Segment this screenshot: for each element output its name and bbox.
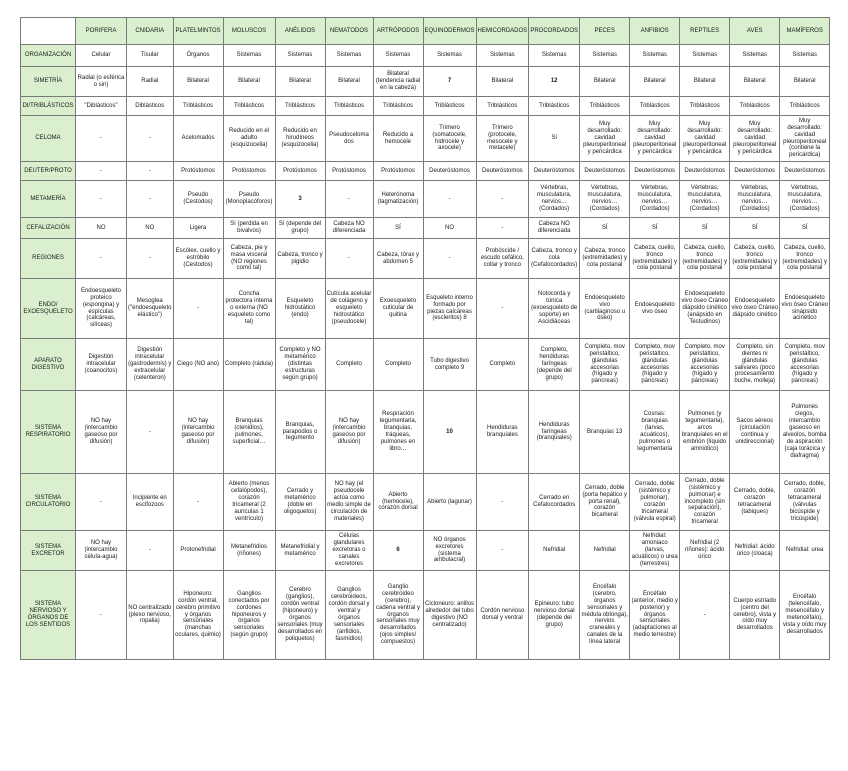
table-row (21, 391, 830, 474)
table-cell: Cabeza, cuello, tronco (extremidades) y cola postanal (780, 239, 830, 279)
table-row (21, 474, 830, 531)
row-header: CEFALIZACIÓN (21, 218, 76, 239)
table-cell: Pseudo (Monoplacóforos) (223, 181, 275, 218)
table-cell: Radial (o esférica o sin) (76, 67, 127, 97)
table-cell: - (476, 181, 529, 218)
table-row (21, 339, 830, 391)
table-cell: Sí (perdida en bivalvos) (223, 218, 275, 239)
table-cell: Digestión intracelular (coanocitos) (76, 339, 127, 391)
table-row (21, 239, 830, 279)
table-cell: Sistemas (373, 45, 423, 67)
table-cell: Órganos (173, 45, 223, 67)
table-cell: Sistemas (423, 45, 476, 67)
table-cell: Cuerpo estriado (centro del cerebro), vista y oído muy desarrollados (730, 571, 780, 660)
table-cell: Tubo digestivo completo 9 (423, 339, 476, 391)
table-cell: Epineuro: tubo nervioso dorsal (depende del grupo) (529, 571, 580, 660)
table-cell: Tisular (127, 45, 174, 67)
row-header: SISTEMA CIRCULATORIO (21, 474, 76, 531)
table-row (21, 116, 830, 162)
table-cell: - (476, 531, 529, 571)
table-row (21, 218, 830, 239)
table-row (21, 531, 830, 571)
table-cell: Cerrado en Cefalocordados (529, 474, 580, 531)
column-header: HEMICORDADOS (476, 18, 529, 45)
table-cell: - (680, 571, 730, 660)
column-header: MOLUSCOS (223, 18, 275, 45)
table-cell: Vértebras, musculatura, nervios… (Cordados) (630, 181, 680, 218)
table-cell: Sistemas (630, 45, 680, 67)
table-cell: - (76, 162, 127, 181)
table-cell: Deuteróstomos (476, 162, 529, 181)
table-cell: Cerrado, doble (sistémico y pulmonar) e incompleto (sin separación), corazón tricameral (680, 474, 730, 531)
table-cell: Sistemas (580, 45, 630, 67)
table-cell: Bilateral (275, 67, 325, 97)
table-cell: Deuteróstomos (630, 162, 680, 181)
row-header: ENDO/ EXOESQUELETO (21, 279, 76, 339)
comparative-zoology-table (20, 17, 830, 660)
table-cell: Completo, mov peristáltico, glándulas accesorias (hígado y páncreas) (630, 339, 680, 391)
column-header: NEMATODOS (325, 18, 373, 45)
table-cell: NO centralizado (plexo nervioso, ropalia) (127, 571, 174, 660)
table-cell: 6 (373, 531, 423, 571)
table-cell: - (325, 181, 373, 218)
table-cell: Triblásticos (630, 97, 680, 116)
column-header: ARTRÓPODOS (373, 18, 423, 45)
table-cell: Deuteróstomos (423, 162, 476, 181)
table-cell: Encéfalo (telencéfalo, mesencéfalo y metencéfalo), vista y oído muy desarrollados (780, 571, 830, 660)
table-cell: SÍ (373, 218, 423, 239)
table-cell: NO hay (intercambio gaseoso por difusión) (173, 391, 223, 474)
table-cell: Respiración tegumentaria, branquias, tráqueas, pulmones en libro… (373, 391, 423, 474)
table-cell: Ligera (173, 218, 223, 239)
table-cell: Completo, mov peristáltico, glándulas accesorias (hígado y páncreas) (680, 339, 730, 391)
table-cell: Notocorda y túnica (exoesqueleto de soporte) en Ascidiáceas (529, 279, 580, 339)
table-cell: Escólex, cuello y estróbilo (Cestodos) (173, 239, 223, 279)
table-cell: Cabeza, cuello, tronco (extremidades) y cola postanal (680, 239, 730, 279)
table-cell: Diblásticos (127, 97, 174, 116)
table-cell: Mesoglea ("endoesqueleto elástico") (127, 279, 174, 339)
table-cell: SÍ (730, 218, 780, 239)
table-cell: Incipiente en escifozoos (127, 474, 174, 531)
table-cell: Encéfalo (anterior, medio y posterior) y órganos sensoriales (adaptaciones al medio terrestre) (630, 571, 680, 660)
table-cell: - (76, 116, 127, 162)
table-cell: Sistemas (325, 45, 373, 67)
table-cell: Cabeza, cuello, tronco (extremidades) y cola postanal (730, 239, 780, 279)
table-cell: Esqueleto hidrostático (endo) (275, 279, 325, 339)
table-cell: - (76, 239, 127, 279)
table-cell: Bilateral (476, 67, 529, 97)
table-cell: Cutícula acelular de colágeno y esqueleto hidrostático (pseudocele) (325, 279, 373, 339)
table-cell: - (476, 279, 529, 339)
table-cell: Triblásticos (780, 97, 830, 116)
header-row (21, 18, 830, 45)
table-cell: Muy desarrollado: cavidad pleuroperitoneal y pericárdica (580, 116, 630, 162)
table-cell: Bilateral (780, 67, 830, 97)
corner-cell (21, 18, 76, 45)
table-cell: - (173, 474, 223, 531)
table-cell: Branquias (ctenidios), pulmones, superficial… (223, 391, 275, 474)
table-cell: Cerrado, doble, corazón tetracameral (tabiques) (730, 474, 780, 531)
table-cell: SÍ (680, 218, 730, 239)
table-cell: - (476, 474, 529, 531)
table-cell: - (423, 239, 476, 279)
table-cell: Protóstomos (325, 162, 373, 181)
table-cell: Cosnas: branquias (larvas, acuáticos), pulmones o tegumentaria (630, 391, 680, 474)
table-row (21, 279, 830, 339)
table-cell: Reducido en hirudíneos (esquizocelia) (275, 116, 325, 162)
table-cell: SÍ (580, 218, 630, 239)
column-header: PROCORDADOS (529, 18, 580, 45)
column-header: PORIFERA (76, 18, 127, 45)
table-cell: Nefridial (2 riñones): ácido úrico (680, 531, 730, 571)
table-cell: 10 (423, 391, 476, 474)
table-cell: Abierto (hemocele), corazón dorsal (373, 474, 423, 531)
table-cell: Vértebras, musculatura, nervios… (Cordados) (780, 181, 830, 218)
table-cell: Cabeza, tórax y abdomen 5 (373, 239, 423, 279)
row-header: SISTEMA EXCRETOR (21, 531, 76, 571)
row-header: SISTEMA NERVIOSO Y ÓRGANOS DE LOS SENTIDOS (21, 571, 76, 660)
table-cell: Hiponeuro: cordón ventral, cerebro primitivo y órganos sensoriales (manchas oculares, quimio) (173, 571, 223, 660)
table-cell: - (423, 181, 476, 218)
table-row (21, 181, 830, 218)
table-cell: Endoesqueleto proteico (espongina) y espículas (calcáreas, silíceas) (76, 279, 127, 339)
table-cell: Trímero (somatocele, hidrocele y axocele) (423, 116, 476, 162)
row-header: ORGANIZACIÓN (21, 45, 76, 67)
table-cell: Muy desarrollado: cavidad pleuroperitoneal (contiene la pericárdica) (780, 116, 830, 162)
table-cell: Branquias 13 (580, 391, 630, 474)
table-cell: Radial (127, 67, 174, 97)
table-cell: Bilateral (173, 67, 223, 97)
table-cell: Cabeza, tronco (extremidades) y cola postanal (580, 239, 630, 279)
table-cell: Cerrado y metamérico (doble en oligoquetos) (275, 474, 325, 531)
table-cell: Células glandulares excretoras o canales excretores (325, 531, 373, 571)
table-cell: Cabeza, tronco y cola (Cefalocordados) (529, 239, 580, 279)
table-cell: Deuteróstomos (680, 162, 730, 181)
table-cell: Ganglios cerebroideos, cordón dorsal y ventral y órganos sensoriales (anfidios, fasmidios) (325, 571, 373, 660)
column-header: REPTILES (680, 18, 730, 45)
table-cell: NO órganos excretores (sistema ambulacral) (423, 531, 476, 571)
table-cell: Nefridial (580, 531, 630, 571)
table-cell: Protóstomos (223, 162, 275, 181)
table-cell: Metanefridios (riñones) (223, 531, 275, 571)
table-cell: NO hay (intercambio gaseoso por difusión) (325, 391, 373, 474)
table-cell: Probóscide / escudo cefálico, collar y tronco (476, 239, 529, 279)
table-cell: NO hay (el pseudocele actúa como medio simple de circulación de materiales) (325, 474, 373, 531)
table-cell: 3 (275, 181, 325, 218)
table-cell: SÍ (630, 218, 680, 239)
table-cell: Completo (rádula) (223, 339, 275, 391)
table-cell: NO (76, 218, 127, 239)
column-header: AVES (730, 18, 780, 45)
table-cell: Pulmones (y tegumentaria), arcos branquiales en el embrión (líquido amniótico) (680, 391, 730, 474)
table-cell: Sistemas (223, 45, 275, 67)
table-cell: Digestión intracelular (gastrodermis) y extracelular (celenteron) (127, 339, 174, 391)
table-cell: Cerebro (ganglios), cordón ventral (hiponeuro) y órganos sensoriales (muy desarrollados en poliquetos) (275, 571, 325, 660)
table-cell: Triblásticos (275, 97, 325, 116)
table-row (21, 571, 830, 660)
table-cell: Triblásticos (325, 97, 373, 116)
table-cell: - (127, 391, 174, 474)
table-cell: - (76, 474, 127, 531)
table-cell: Cerrado, doble, corazón tetracameral (válvulas bicúspide y tricúspide) (780, 474, 830, 531)
table-cell: Nefridial: ácido úrico (cloaca) (730, 531, 780, 571)
table-body (21, 45, 830, 660)
table-cell: "Diblásticos" (76, 97, 127, 116)
table-cell: Protóstomos (275, 162, 325, 181)
table-cell: Esqueleto interno formado por piezas calcáreas (escleritos) 8 (423, 279, 476, 339)
table-cell: 7 (423, 67, 476, 97)
table-cell: Trímero (protocele, mesocele y metacele) (476, 116, 529, 162)
table-cell: Nefridial: amoniaco (larvas, acuáticos) o urea (terrestres) (630, 531, 680, 571)
table-cell: SÍ (780, 218, 830, 239)
table-cell: Completo, hendiduras faríngeas (depende del grupo) (529, 339, 580, 391)
table-cell: Deuteróstomos (529, 162, 580, 181)
table-cell: Nefridial: urea (780, 531, 830, 571)
table-cell: Abierto (lagunar) (423, 474, 476, 531)
table-cell: - (173, 279, 223, 339)
table-cell: - (127, 162, 174, 181)
table-cell: Endoesqueleto vivo óseo Cráneo diápsido cinético (anápsido en Testudinos) (680, 279, 730, 339)
table-cell: - (127, 181, 174, 218)
comparative-zoology-table-wrapper (20, 17, 830, 660)
table-cell: Triblásticos (423, 97, 476, 116)
table-cell: Triblásticos (580, 97, 630, 116)
table-cell: Deuteróstomos (730, 162, 780, 181)
table-cell: Ganglio cerebroideo (cerebro), cadena ventral y órganos sensoriales muy desarrollados (ojos simples/ compuestos) (373, 571, 423, 660)
table-cell: Deuteróstomos (780, 162, 830, 181)
table-cell: Triblásticos (373, 97, 423, 116)
table-cell: Vértebras, musculatura, nervios… (Cordados) (529, 181, 580, 218)
row-header: SISTEMA RESPIRATORIO (21, 391, 76, 474)
table-cell: Acelomados (173, 116, 223, 162)
table-cell: Completo (373, 339, 423, 391)
table-cell: Protóstomos (373, 162, 423, 181)
column-header: MAMÍFEROS (780, 18, 830, 45)
table-cell: Bilateral (630, 67, 680, 97)
table-cell: Sistemas (529, 45, 580, 67)
column-header: PECES (580, 18, 630, 45)
table-cell: Completo y NO metamérico (distintas estructuras según grupo) (275, 339, 325, 391)
table-cell: Completo (325, 339, 373, 391)
row-header: DEUTER/PROTO (21, 162, 76, 181)
table-cell: Protonefridial (173, 531, 223, 571)
table-cell: Vértebras, musculatura, nervios… (Cordados) (580, 181, 630, 218)
table-cell: NO (127, 218, 174, 239)
table-cell: Cabeza, tronco y pigidio (275, 239, 325, 279)
table-cell: Reducido a hemocele (373, 116, 423, 162)
table-cell: Sistemas (680, 45, 730, 67)
table-cell: - (325, 239, 373, 279)
table-cell: Hendiduras faríngeas (branquiales) (529, 391, 580, 474)
column-header: ANÉLIDOS (275, 18, 325, 45)
column-header: CNIDARIA (127, 18, 174, 45)
table-cell: - (76, 181, 127, 218)
table-cell: Triblásticos (680, 97, 730, 116)
table-cell: Muy desarrollado: cavidad pleuroperitoneal y pericárdica (730, 116, 780, 162)
table-cell: Pseudoceloma dos (325, 116, 373, 162)
table-row (21, 97, 830, 116)
table-cell: Celular (76, 45, 127, 67)
table-cell: Bilateral (tendencia radial en la cabeza) (373, 67, 423, 97)
table-cell: Encéfalo (cerebro, órganos sensoriales y médula oblonga), nervios craneales y canales de la línea lateral (580, 571, 630, 660)
table-cell: Cicloneuro: anillos alrededor del tubo digestivo (NO centralizado) (423, 571, 476, 660)
row-header: METAMERÍA (21, 181, 76, 218)
table-cell: Muy desarrollado: cavidad pleuroperitoneal y pericárdica (630, 116, 680, 162)
table-cell: Pseudo (Cestodos) (173, 181, 223, 218)
row-header: SIMETRÍA (21, 67, 76, 97)
table-cell: Branquias, parapodios o tegumento (275, 391, 325, 474)
column-header: PLATELMINTOS (173, 18, 223, 45)
table-cell: Endoesqueleto vivo (cartilaginoso u óseo) (580, 279, 630, 339)
table-row (21, 67, 830, 97)
table-cell: NO hay (intercambio gaseoso por difusión) (76, 391, 127, 474)
table-cell: Bilateral (680, 67, 730, 97)
table-cell: Bilateral (730, 67, 780, 97)
table-cell: Completo, mov peristáltico, glándulas accesorias (hígado y páncreas) (580, 339, 630, 391)
table-cell: Muy desarrollado: cavidad pleuroperitoneal y pericárdica (680, 116, 730, 162)
table-cell: Abierto (menos cefalópodos), corazón tricameral (2 aurículas 1 ventrículo) (223, 474, 275, 531)
table-cell: Cabeza NO diferenciada (529, 218, 580, 239)
table-cell: Vértebras, musculatura, nervios… (Cordados) (730, 181, 780, 218)
table-cell: Bilateral (223, 67, 275, 97)
table-cell: - (476, 218, 529, 239)
table-cell: Cerrado, doble (sistémico y pulmonar), corazón tricameral (válvula espiral) (630, 474, 680, 531)
table-cell: Reducido en el adulto (esquizocelia) (223, 116, 275, 162)
table-cell: Endoesqueleto vivo óseo Cráneo sinápsido acinético (780, 279, 830, 339)
table-cell: Completo, sin dientes ni glándulas salivares (poco procesamiento buche, molleja) (730, 339, 780, 391)
table-cell: Bilateral (325, 67, 373, 97)
table-cell: Completo, mov peristáltico, glándulas accesorias (hígado y páncreas) (780, 339, 830, 391)
row-header: APARATO DIGESTIVO (21, 339, 76, 391)
table-cell: Triblásticos (476, 97, 529, 116)
table-cell: Sí (529, 116, 580, 162)
table-cell: Cabeza NO diferenciada (325, 218, 373, 239)
table-cell: Sí (depende del grupo) (275, 218, 325, 239)
table-cell: Deuteróstomos (580, 162, 630, 181)
table-cell: Completo (476, 339, 529, 391)
table-cell: Hendiduras branquiales (476, 391, 529, 474)
table-cell: Cabeza, pie y masa visceral (NO regiones como tal) (223, 239, 275, 279)
table-cell: NO hay (intercambio célula-agua) (76, 531, 127, 571)
row-header: REGIONES (21, 239, 76, 279)
table-cell: - (127, 531, 174, 571)
table-cell: Ciego (NO ano) (173, 339, 223, 391)
table-cell: 12 (529, 67, 580, 97)
row-header: CELOMA (21, 116, 76, 162)
table-cell: Triblásticos (730, 97, 780, 116)
table-cell: Ganglios conectados por cordones hiponeuros y órganos sensoriales (según grupo) (223, 571, 275, 660)
table-row (21, 162, 830, 181)
table-cell: Exoesqueleto cuticular de quitina (373, 279, 423, 339)
table-cell: Endoesqueleto vivo óseo Cráneo diápsido cinético (730, 279, 780, 339)
table-cell: Triblásticos (173, 97, 223, 116)
table-cell: Cabeza, cuello, tronco (extremidades) y cola postanal (630, 239, 680, 279)
table-cell: - (127, 116, 174, 162)
table-cell: Sacos aéreos (circulación continua y unidireccional) (730, 391, 780, 474)
table-cell: NO (423, 218, 476, 239)
table-cell: Sistemas (780, 45, 830, 67)
table-cell: Triblásticos (529, 97, 580, 116)
table-cell: Sistemas (730, 45, 780, 67)
table-cell: Sistemas (275, 45, 325, 67)
table-cell: Endoesqueleto vivo óseo (630, 279, 680, 339)
row-header: DI/TRIBLÁSTICOS (21, 97, 76, 116)
table-cell: - (127, 239, 174, 279)
column-header: EQUINODERMOS (423, 18, 476, 45)
table-row (21, 45, 830, 67)
table-cell: Nefridial (529, 531, 580, 571)
table-cell: Heterónoma (tagmatización) (373, 181, 423, 218)
table-cell: - (76, 571, 127, 660)
table-cell: Cerrado, doble (porta hepático y porta renal), corazón bicameral (580, 474, 630, 531)
table-cell: Triblásticos (223, 97, 275, 116)
table-cell: Concha protectora interna o externa (NO esqueleto como tal) (223, 279, 275, 339)
table-cell: Protóstomos (173, 162, 223, 181)
table-cell: Metanefridial y metamérico (275, 531, 325, 571)
table-cell: Cordón nervioso dorsal y ventral (476, 571, 529, 660)
column-header: ANFIBIOS (630, 18, 680, 45)
table-cell: Bilateral (580, 67, 630, 97)
table-cell: Pulmones ciegos, intercambio gaseoso en alveolos, bomba de aspiración (caja torácica y diafragma) (780, 391, 830, 474)
table-cell: Vértebras, musculatura, nervios… (Cordados) (680, 181, 730, 218)
table-cell: Sistemas (476, 45, 529, 67)
